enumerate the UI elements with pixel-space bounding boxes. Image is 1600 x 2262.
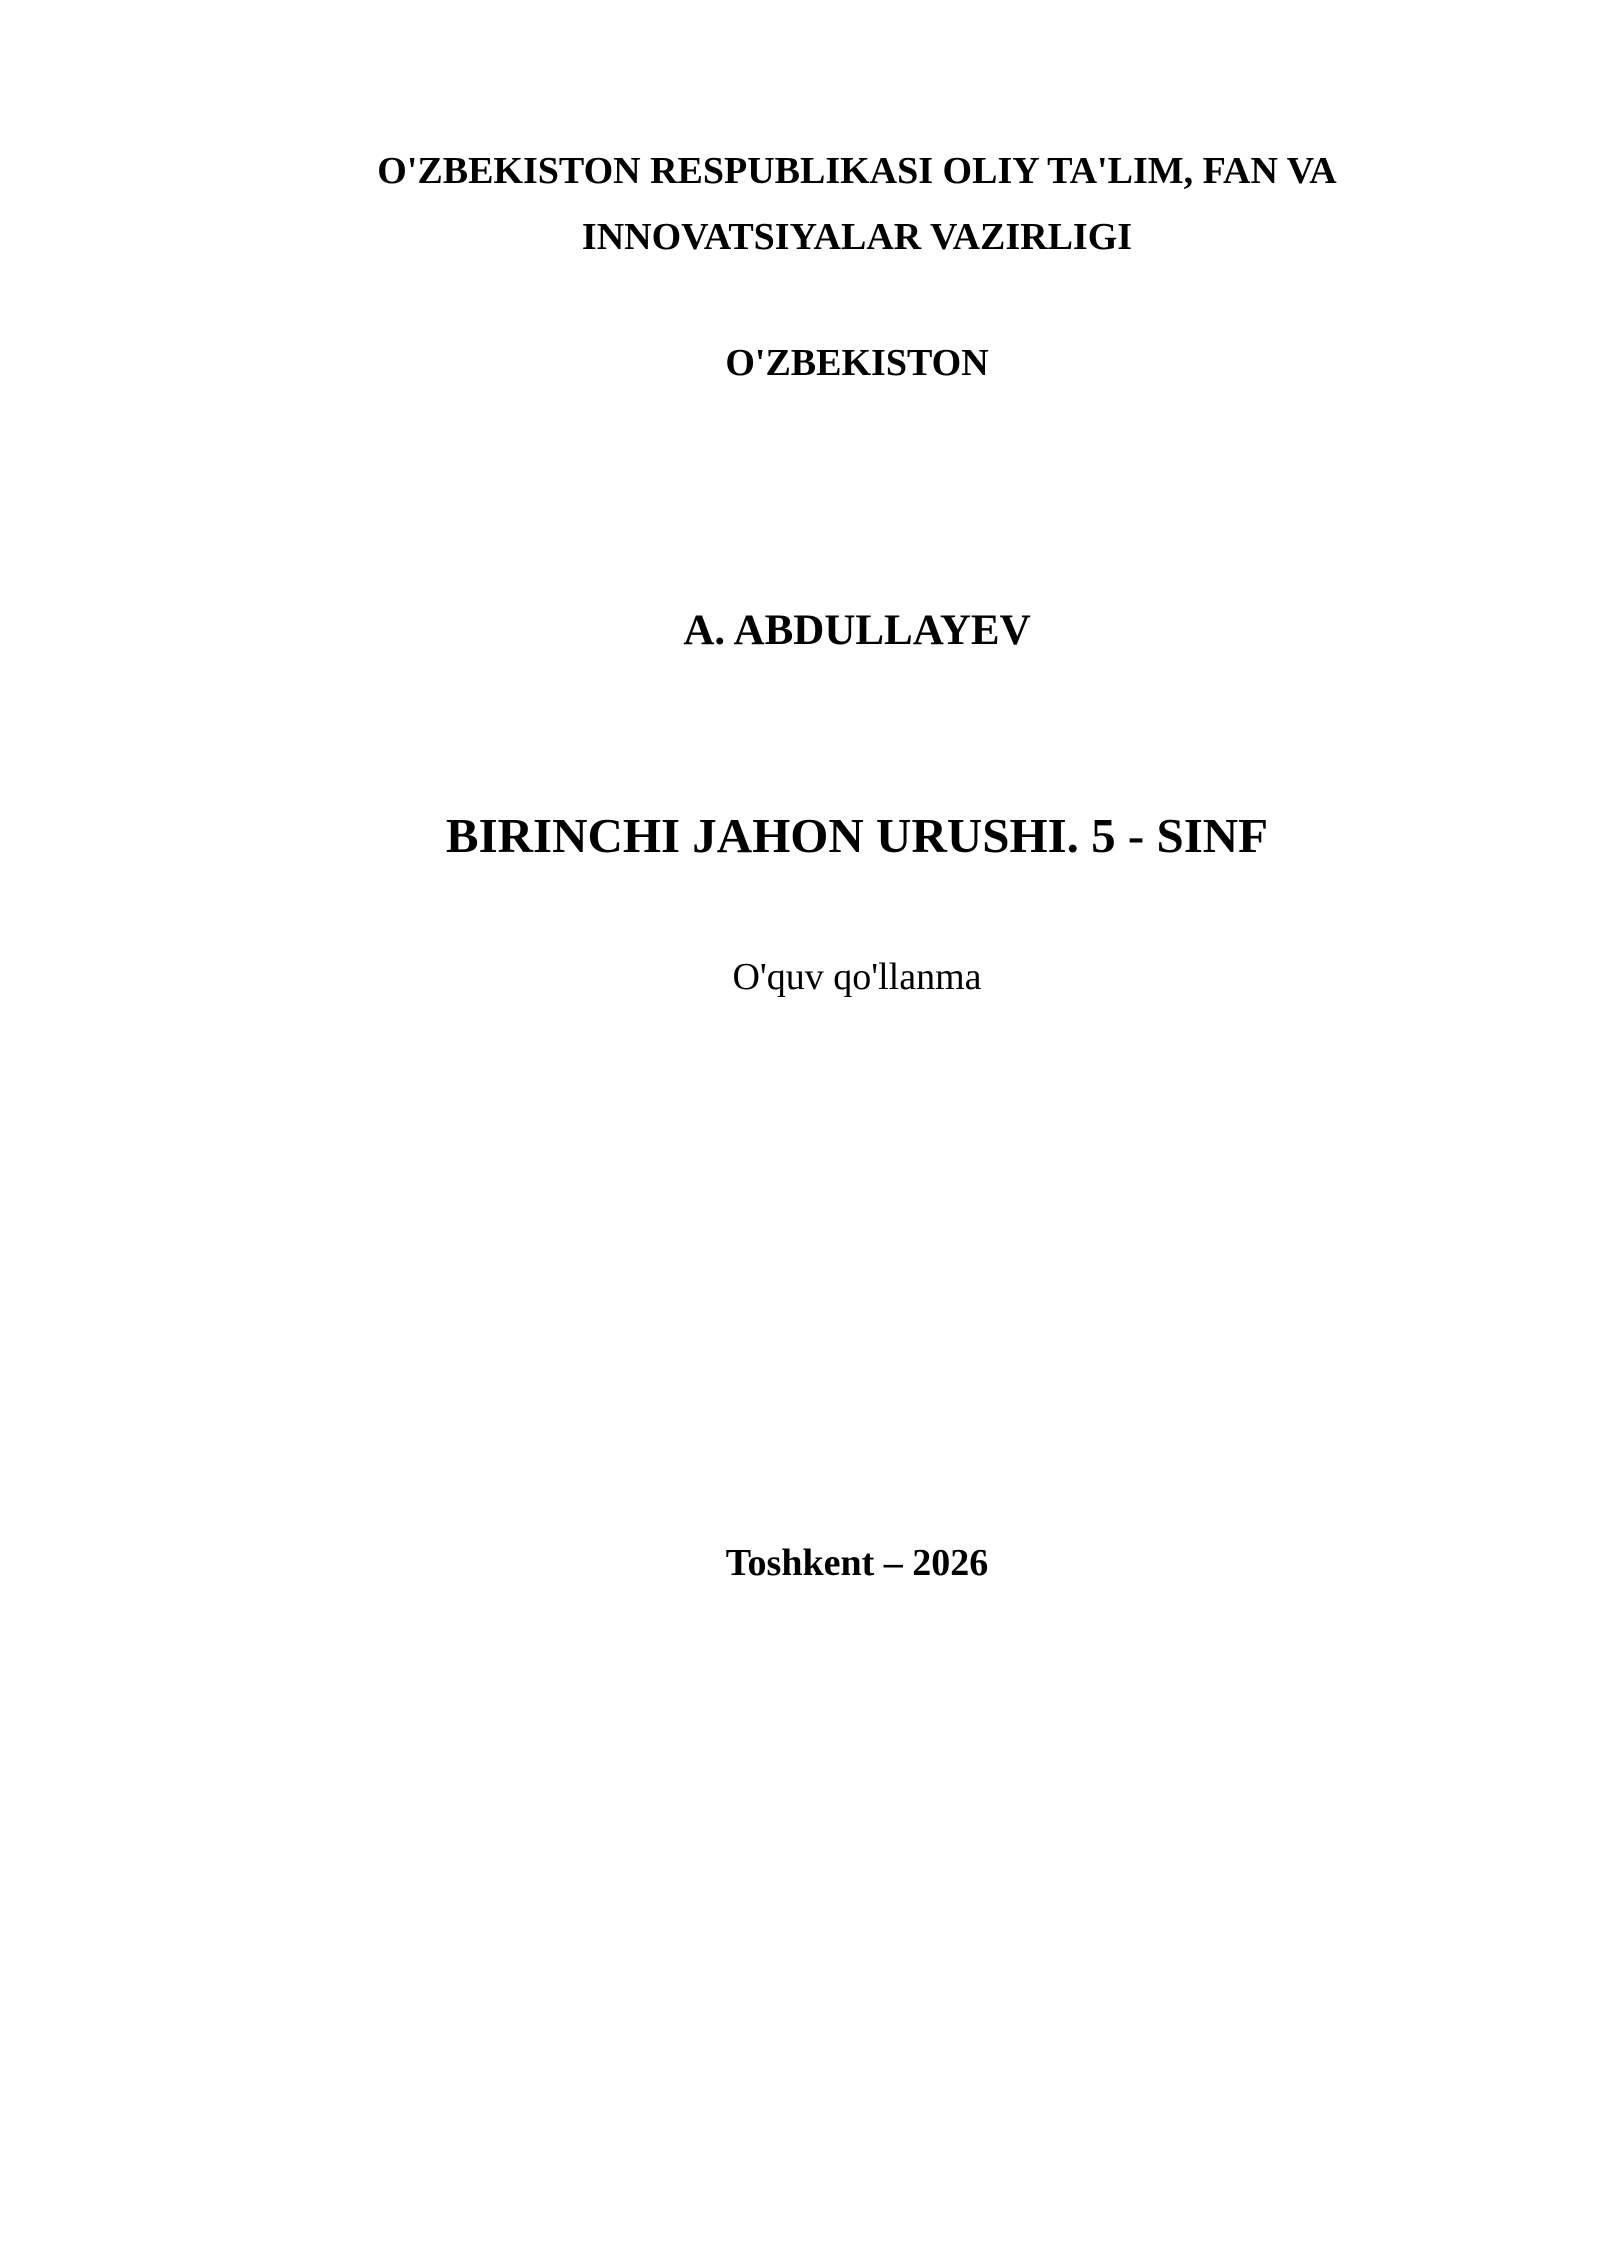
author-name: A. ABDULLAYEV [683,607,1031,654]
ministry-header-line2: INNOVATSIYALAR VAZIRLIGI [581,216,1133,258]
organization-name: O'ZBEKISTON [725,342,989,384]
book-subtitle: O'quv qo'llanma [732,956,982,998]
book-title: BIRINCHI JAHON URUSHI. 5 - SINF [445,808,1269,863]
ministry-header-line1: O'ZBEKISTON RESPUBLIKASI OLIY TA'LIM, FAN VA [377,150,1337,192]
imprint-city-year: Toshkent – 2026 [725,1542,989,1584]
ministry-header [228,138,1486,270]
